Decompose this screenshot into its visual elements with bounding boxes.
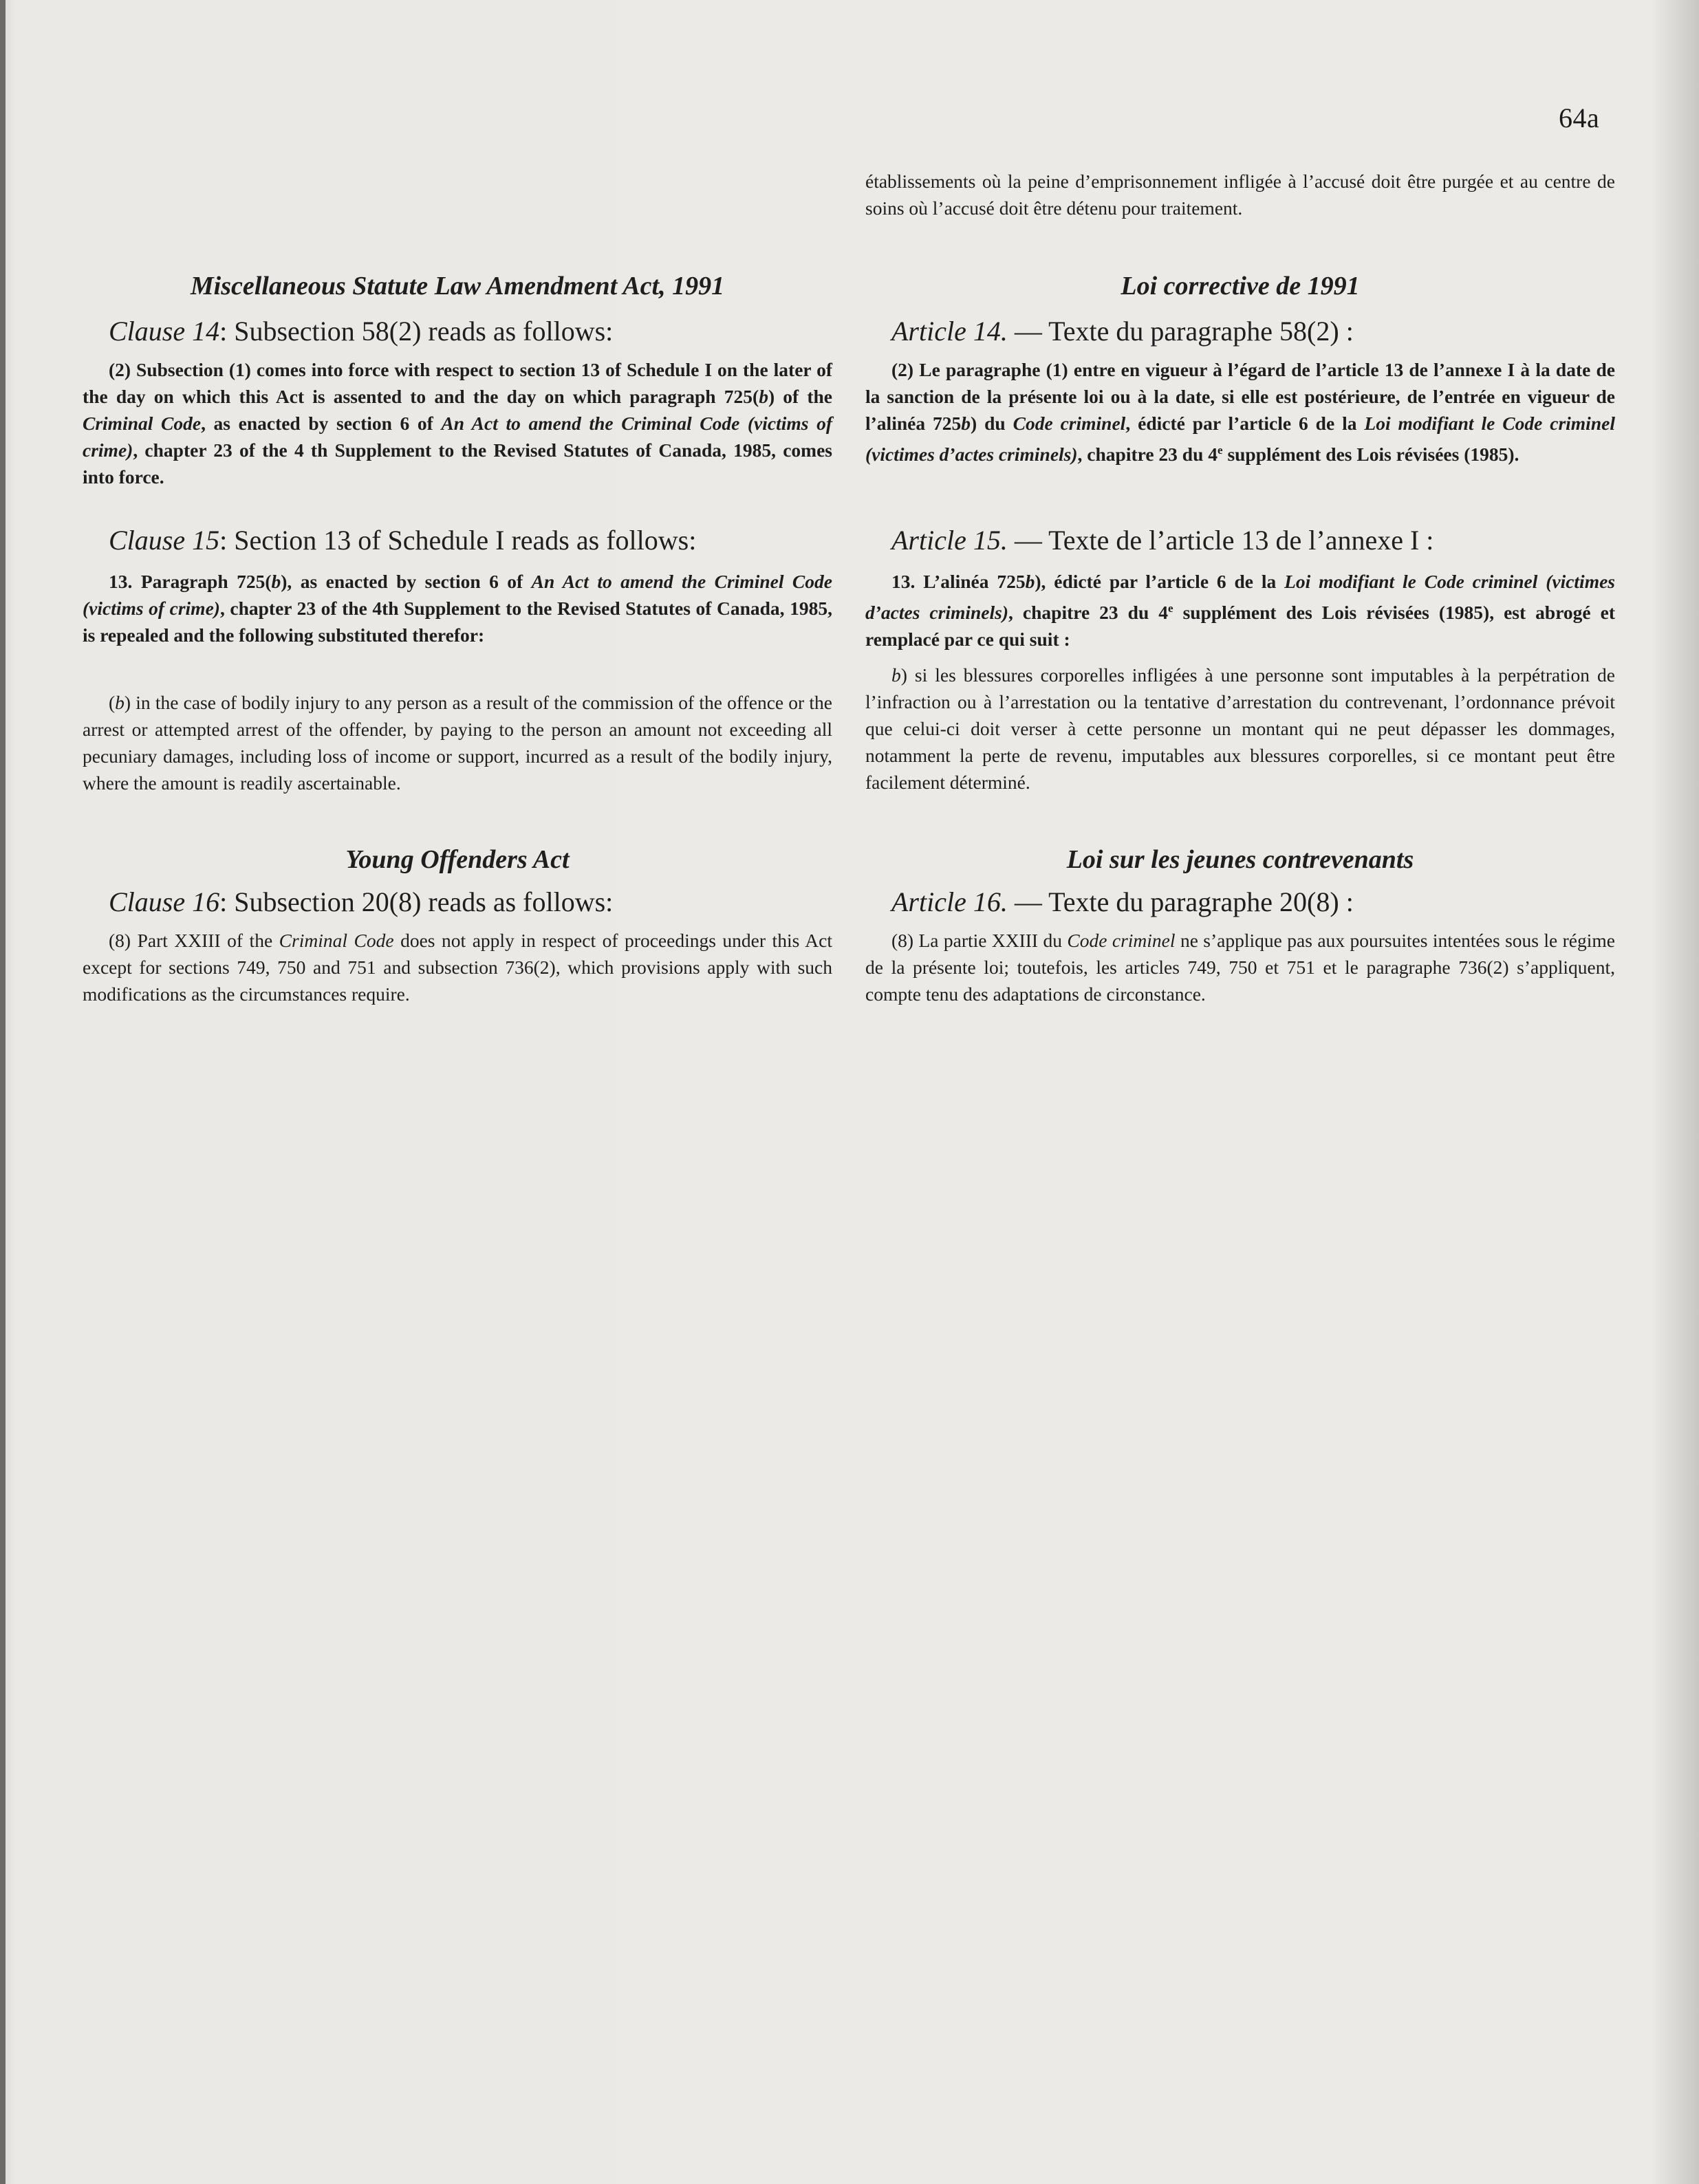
clause-15-label: Clause 15 (109, 525, 220, 556)
page-edge (0, 0, 6, 2184)
text-run: b (115, 692, 125, 713)
text-run: , chapitre 23 du 4 (1008, 602, 1169, 624)
act-heading-young-offenders: Young Offenders Act (345, 845, 570, 874)
text-run: ), as enacted by section 6 of (281, 571, 532, 592)
act-heading-jeunes-contrevenants: Loi sur les jeunes contrevenants (1066, 845, 1414, 874)
text-run: 13. L’alinéa 725 (891, 571, 1026, 592)
text-run: e (1168, 602, 1173, 615)
article-16-heading (891, 886, 1615, 918)
article-16-paragraph (865, 927, 1615, 1007)
text-run: (8) La partie XXIII du (891, 930, 1068, 951)
text-run: ) du (971, 413, 1013, 434)
clause-15-heading (109, 524, 832, 556)
clause-15-subparagraph (83, 689, 832, 796)
article-14-heading (891, 315, 1615, 347)
clause-14-text: : Subsection 58(2) reads as follows: (219, 316, 614, 347)
text-run: b (271, 571, 281, 592)
clause-15-paragraph (83, 568, 832, 648)
text-run: ), édicté par l’article 6 de la (1035, 571, 1285, 592)
clause-16-heading (109, 886, 832, 918)
clause-14-heading (109, 315, 832, 347)
clause-16-label: Clause 16 (109, 886, 220, 917)
article-14-text: — Texte du paragraphe 58(2) : (1007, 316, 1354, 347)
text-run: An Act to amend the Criminel Code (victims of crime) (83, 571, 832, 619)
text-run: b (759, 386, 768, 407)
text-run: b (891, 664, 901, 686)
text-run: , chapitre 23 du 4 (1077, 444, 1218, 466)
act-heading-miscellaneous: Miscellaneous Statute Law Amendment Act, 1991 (190, 272, 725, 301)
text-run: Criminal Code (279, 930, 394, 951)
text-run: (2) Subsection (1) comes into force with respect to section 13 of Schedule I on the later of the day on which this Act is assented to and the day on which paragraph 725( (83, 359, 832, 407)
article-15-label: Article 15. (891, 525, 1008, 556)
french-intro-paragraph: établissements où la peine d’emprisonnement infligée à l’accusé doit être purgée et au centre de soins où l’accusé doit être détenu pour traitement. (865, 171, 1615, 219)
text-run: Loi modifiant le Code criminel (victimes d’actes criminels) (865, 571, 1615, 624)
text-run: Code criminel (1013, 413, 1126, 434)
article-15-paragraph (865, 568, 1615, 653)
clause-16-paragraph (83, 927, 832, 1007)
article-16-label: Article 16. (891, 886, 1008, 917)
text-run: (8) Part XXIII of the (109, 930, 279, 951)
clause-14-paragraph (83, 356, 832, 490)
text-run: , as enacted by section 6 of (201, 413, 442, 434)
clause-15-text: : Section 13 of Schedule I reads as follows: (219, 525, 697, 556)
text-run: does not apply in respect of proceedings under this Act except for sections 749, 750 and 751 and subsection 736(2), which provisions apply with such modifications as the circumstances require. (83, 930, 833, 1005)
text-run: Code criminel (1067, 930, 1176, 951)
text-run: ) in the case of bodily injury to any person as a result of the commission of the offence or the arrest or attempted arrest of the offender, by paying to the person an amount not exceeding all pecuniary damages, including loss of income or support, incurred as a result of the bodily injury, where the amount is readily ascertainable. (83, 692, 832, 794)
text-run: ( (109, 692, 116, 713)
article-16-text: — Texte du paragraphe 20(8) : (1007, 886, 1354, 917)
text-run: supplément des Lois révisées (1985), est abrogé et remplacé par ce qui suit : (865, 602, 1615, 651)
article-15-subparagraph (865, 662, 1615, 796)
text-run: b (1025, 571, 1035, 592)
text-run: (2) Le paragraphe (1) entre en vigueur à l’égard de l’article 13 de l’annexe I à la date de la sanction de la présente loi ou à la date, si elle est postérieure, de l’entrée en vigueur de l’alinéa 725 (865, 359, 1615, 434)
clause-14-label: Clause 14 (109, 316, 220, 347)
text-run: e (1218, 444, 1223, 457)
text-run: Loi modifiant le Code criminel (victimes d’actes criminels) (865, 413, 1615, 466)
text-run: Criminal Code (83, 413, 202, 434)
text-run: supplément des Lois révisées (1985). (1222, 444, 1519, 466)
article-15-text: — Texte de l’article 13 de l’annexe I : (1007, 525, 1434, 556)
act-heading-loi-corrective: Loi corrective de 1991 (1121, 272, 1360, 301)
text-run: b (961, 413, 971, 434)
text-run: , chapter 23 of the 4 th Supplement to the Revised Statutes of Canada, 1985, comes into force. (83, 439, 832, 488)
article-14-paragraph (865, 356, 1615, 468)
clause-16-text: : Subsection 20(8) reads as follows: (219, 886, 614, 917)
article-14-label: Article 14. (891, 316, 1008, 347)
text-run: , édicté par l’article 6 de la (1125, 413, 1365, 434)
article-15-heading (891, 524, 1615, 556)
text-run: ) si les blessures corporelles infligées à une personne sont imputables à la perpétration de l’infraction ou à l’arrestation ou la tentative d’arrestation du contrevenant, l’ordonnance prévoit que celui-ci doit verser à cette personne un montant qui ne peut dépasser les dommages, notamment la perte de revenu, imputables aux blessures corporelles, si ce montant peut être facilement déterminé. (865, 664, 1615, 793)
page-number: 64a (1559, 102, 1600, 133)
text-run: An Act to amend the Criminal Code (victims of crime) (83, 413, 832, 461)
text-run: , chapter 23 of the 4th Supplement to the Revised Statutes of Canada, 1985, is repealed and the following substituted therefor: (83, 598, 832, 646)
text-run: ) of the (768, 386, 832, 407)
text-run: 13. Paragraph 725( (109, 571, 272, 592)
text-run: ne s’applique pas aux poursuites intentées sous le régime de la présente loi; toutefois, les articles 749, 750 et 751 et le paragraphe 736(2) s’appliquent, compte tenu des adaptations de circonstance. (865, 930, 1615, 1005)
